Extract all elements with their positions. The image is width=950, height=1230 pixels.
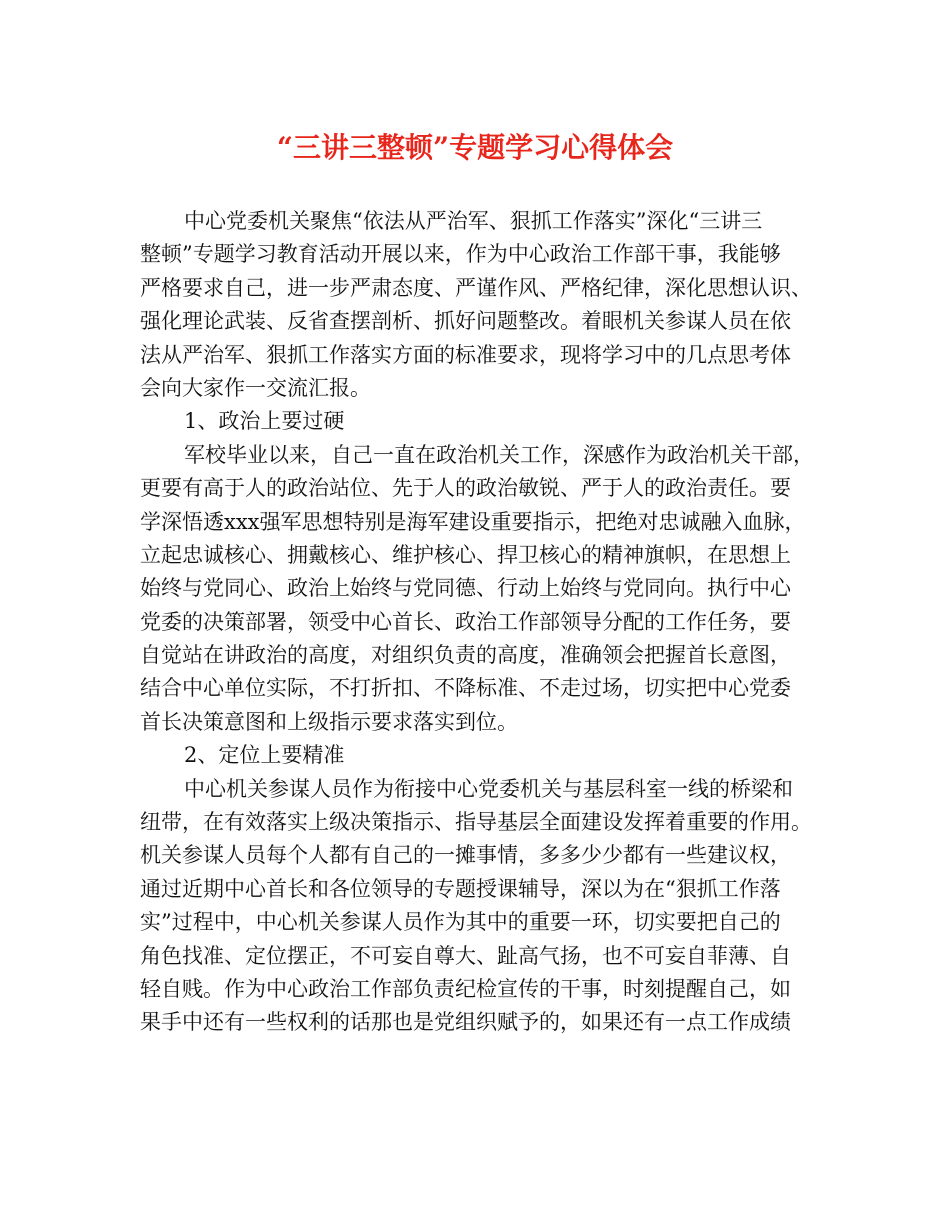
text-line: 果手中还有一些权利的话那也是党组织赋予的，如果还有一点工作成绩 [140, 1010, 791, 1035]
text-line: 学深悟透xxx强军思想特别是海军建设重要指示，把绝对忠诚融入血脉， [140, 509, 806, 534]
text-line: 中心机关参谋人员作为衔接中心党委机关与基层科室一线的桥梁和 [184, 776, 793, 801]
document-title: “三讲三整顿”专题学习心得体会 [276, 131, 674, 164]
text-line: 结合中心单位实际，不打折扣、不降标准、不走过场，切实把中心党委 [140, 676, 791, 701]
text-line: 首长决策意图和上级指示要求落实到位。 [140, 709, 518, 734]
document-body [140, 205, 830, 1040]
text-line: 机关参谋人员每个人都有自己的一摊事情，多多少少都有一些建议权， [140, 843, 791, 868]
text-line: 轻自贱。作为中心政治工作部负责纪检宣传的干事，时刻提醒自己，如 [140, 976, 791, 1001]
text-line: 通过近期中心首长和各位领导的专题授课辅导，深以为在“狠抓工作落 [140, 876, 781, 901]
text-line: 强化理论武装、反省查摆剖析、抓好问题整改。着眼机关参谋人员在依 [140, 309, 791, 334]
text-line: 立起忠诚核心、拥戴核心、维护核心、捍卫核心的精神旗帜，在思想上 [140, 542, 791, 567]
text-line: 纽带，在有效落实上级决策指示、指导基层全面建设发挥着重要的作用。 [140, 810, 812, 835]
text-line: 1、政治上要过硬 [184, 409, 345, 434]
text-line: 党委的决策部署，领受中心首长、政治工作部领导分配的工作任务，要 [140, 609, 791, 634]
text-line: 自觉站在讲政治的高度，对组织负责的高度，准确领会把握首长意图， [140, 643, 791, 668]
text-line: 严格要求自己，进一步严肃态度、严谨作风、严格纪律，深化思想认识、 [140, 275, 812, 300]
text-line: 2、定位上要精准 [184, 743, 345, 768]
text-line: 军校毕业以来，自己一直在政治机关工作，深感作为政治机关干部， [184, 442, 814, 467]
text-line: 法从严治军、狠抓工作落实方面的标准要求，现将学习中的几点思考体 [140, 342, 791, 367]
text-line: 始终与党同心、政治上始终与党同德、行动上始终与党同向。执行中心 [140, 576, 791, 601]
text-line: 会向大家作一交流汇报。 [140, 375, 371, 400]
text-line: 整顿”专题学习教育活动开展以来，作为中心政治工作部干事，我能够 [140, 242, 781, 267]
text-line: 实”过程中，中心机关参谋人员作为其中的重要一环，切实要把自己的 [140, 910, 781, 935]
text-line: 中心党委机关聚焦“依法从严治军、狠抓工作落实”深化“三讲三 [184, 209, 763, 233]
text-line: 角色找准、定位摆正，不可妄自尊大、趾高气扬，也不可妄自菲薄、自 [140, 943, 791, 968]
text-line: 更要有高于人的政治站位、先于人的政治敏锐、严于人的政治责任。要 [140, 476, 791, 501]
